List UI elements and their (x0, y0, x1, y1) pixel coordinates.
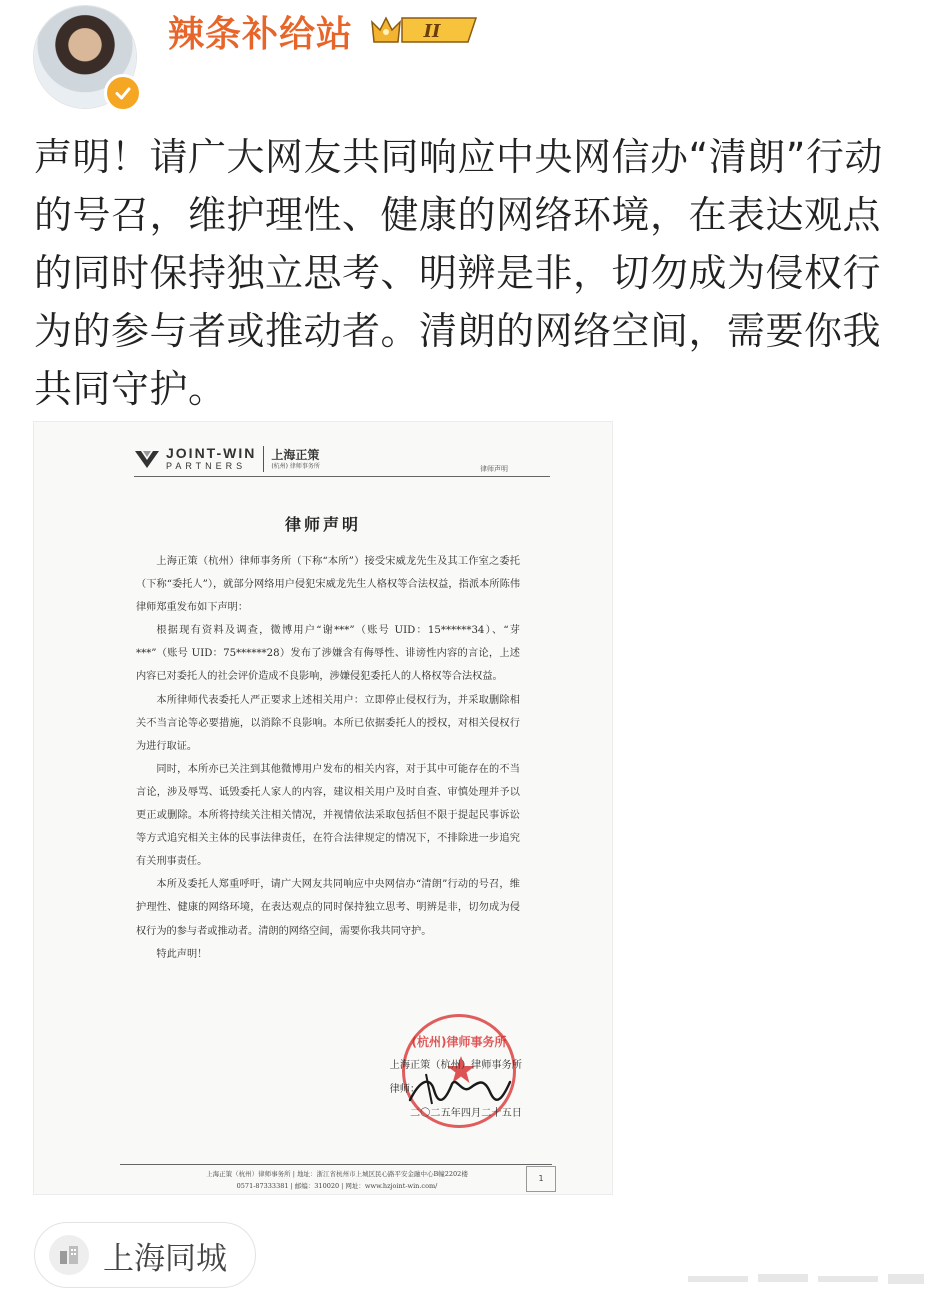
document-paragraph: 同时，本所亦已关注到其他微博用户发布的相关内容，对于其中可能存在的不当言论，涉及辱骂、诋毁委托人家人的内容，建议相关用户及时自查、审慎处理并予以更正或删除。本所将持续关注相关情况，并视情依法采取包括但不限于提起民事诉讼等方式追究相关主体的民事法律责任，在符合法律规定的情况下，不排除进一步追究有关刑事责任。 (136, 763, 520, 868)
document-body (136, 550, 520, 966)
header-rule (134, 476, 550, 477)
firm-logo-cn-2: (杭州) 律师事务所 (271, 462, 320, 470)
firm-logo (134, 446, 320, 472)
corner-label: 律师声明 (480, 465, 508, 473)
document-paragraph: 特此声明！ (156, 948, 208, 960)
vip-crown-badge-icon (368, 10, 480, 50)
document-title: 律师声明 (284, 515, 361, 534)
logo-separator (263, 446, 264, 472)
location-label: 上海同城 (103, 1240, 227, 1277)
sign-date: 二〇二五年四月二十五日 (409, 1108, 522, 1119)
badge-level: II (423, 21, 441, 42)
author-name[interactable]: 辣条补给站 (168, 14, 354, 55)
footer-rule (120, 1164, 552, 1165)
footer-line-2: 0571-87333381 | 邮编：310020 | 网址：www.hzjoint-win.com/ (236, 1182, 438, 1190)
location-chip[interactable] (34, 1222, 256, 1288)
document-footer (160, 1168, 514, 1192)
firm-logo-en-2: PARTNERS (166, 461, 247, 471)
post-text: 声明！请广大网友共同响应中央网信办“清朗”行动的号召，维护理性、健康的网络环境，在表达观点的同时保持独立思考、明辨是非，切勿成为侵权行为的参与者或推动者。清朗的网络空间，需要你我共同守护。 (34, 135, 883, 411)
firm-logo-icon (134, 449, 160, 469)
seal-text: (杭州)律师事务所 (411, 1035, 507, 1049)
document-paragraph: 本所及委托人郑重呼吁，请广大网友共同响应中央网信办“清朗”行动的号召，维护理性、健康的网络环境，在表达观点的同时保持独立思考、明辨是非，切勿成为侵权行为的参与者或推动者。清朗的网络空间，需要你我共同守护。 (136, 879, 520, 937)
handwritten-signature (404, 1070, 514, 1108)
footer-line-1: 上海正策（杭州）律师事务所 | 地址：浙江省杭州市上城区民心路平安金融中心B幢2202楼 (206, 1170, 468, 1178)
firm-logo-cn-1: 上海正策 (271, 447, 320, 462)
firm-logo-en-1: JOINT-WIN (166, 445, 257, 461)
verified-icon (104, 74, 142, 112)
sign-lawyer: 律师： (389, 1084, 421, 1095)
document-paragraph: 本所律师代表委托人严正要求上述相关用户：立即停止侵权行为，并采取删除相关不当言论等必要措施，以消除不良影响。本所已依据委托人的授权，对相关侵权行为进行取证。 (136, 694, 520, 752)
page-number: 1 (526, 1166, 556, 1192)
document-paragraph: 根据现有资料及调查，微博用户“谢***”（账号 UID：15******34）、“芽***”（账号 UID：75******28）发布了涉嫌含有侮辱性、诽谤性内容的言论，上述内容已对委托人的社会评价造成不良影响，涉嫌侵犯委托人的人格权等合法权益。 (136, 625, 520, 683)
document-paragraph: 上海正策（杭州）律师事务所（下称“本所”）接受宋威龙先生及其工作室之委托（下称“委托人”），就部分网络用户侵犯宋威龙先生人格权等合法权益，指派本所陈伟律师郑重发布如下声明： (136, 556, 520, 614)
attached-document-image[interactable] (34, 422, 612, 1194)
sign-firm: 上海正策（杭州）律师事务所 (389, 1060, 522, 1071)
watermark-pattern (688, 1270, 928, 1292)
location-chip-icon (49, 1235, 89, 1275)
